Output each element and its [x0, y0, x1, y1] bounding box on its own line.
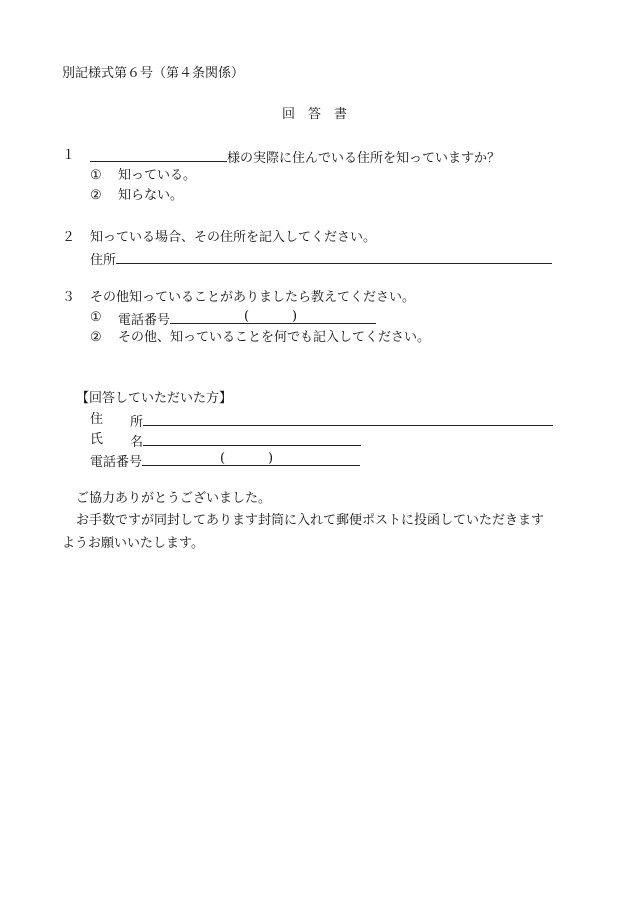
respondent-address-label-1: 住 [90, 412, 104, 427]
form-reference: 別記様式第６号（第４条関係） [62, 66, 245, 81]
q3-paren-open: ( [244, 309, 250, 324]
q2-address-row [90, 250, 552, 269]
respondent-address-label-2: 所 [130, 415, 144, 430]
q3-number: ３ [62, 290, 76, 305]
respondent-address-row [130, 412, 553, 431]
q1-option-1-text: 知っている。 [118, 168, 197, 183]
q3-paren-close: ) [292, 309, 298, 324]
respondent-phone-label: 電話番号 [90, 455, 143, 470]
q1-line [90, 148, 500, 167]
respondent-name-field[interactable] [143, 432, 361, 446]
respondent-address-field[interactable] [143, 412, 553, 426]
q3-option-2-mark: ② [90, 330, 102, 345]
q1-option-1-mark: ① [90, 168, 102, 183]
document-title: 回 答 書 [282, 107, 348, 122]
respondent-phone-row [90, 452, 360, 471]
q1-text: 様の実際に住んでいる住所を知っていますか？ [227, 151, 501, 166]
q1-name-blank[interactable] [90, 148, 227, 162]
closing-thanks: ご協力ありがとうございました。 [76, 491, 272, 506]
q3-option-2-text: その他、知っていることを何でも記入してください。 [118, 330, 431, 345]
respondent-name-label-1: 氏 [90, 432, 104, 447]
respondent-name-label-2: 名 [130, 435, 144, 450]
q2-address-label: 住所 [90, 253, 117, 268]
q3-phone-row [118, 310, 376, 329]
q1-number: １ [62, 148, 76, 163]
q3-text: その他知っていることがありましたら教えてください。 [90, 290, 416, 305]
q2-address-field[interactable] [116, 250, 552, 264]
q1-option-2-text: 知らない。 [118, 188, 184, 203]
respondent-paren-open: ( [220, 451, 226, 466]
respondent-heading: 【回答していただいた方】 [76, 391, 233, 406]
q3-option-1-mark: ① [90, 310, 102, 325]
q3-phone-field[interactable] [170, 310, 376, 324]
q2-text: 知っている場合、その住所を記入してください。 [90, 230, 377, 245]
closing-request-line-1: お手数ですが同封してあります封筒に入れて郵便ポストに投函していただきます [76, 513, 545, 528]
respondent-phone-field[interactable] [142, 452, 360, 466]
respondent-paren-close: ) [268, 451, 274, 466]
respondent-name-row [130, 432, 361, 451]
q3-phone-label: 電話番号 [118, 313, 171, 328]
q1-option-2-mark: ② [90, 188, 102, 203]
q2-number: ２ [62, 230, 76, 245]
closing-request-line-2: ようお願いいたします。 [62, 536, 204, 551]
